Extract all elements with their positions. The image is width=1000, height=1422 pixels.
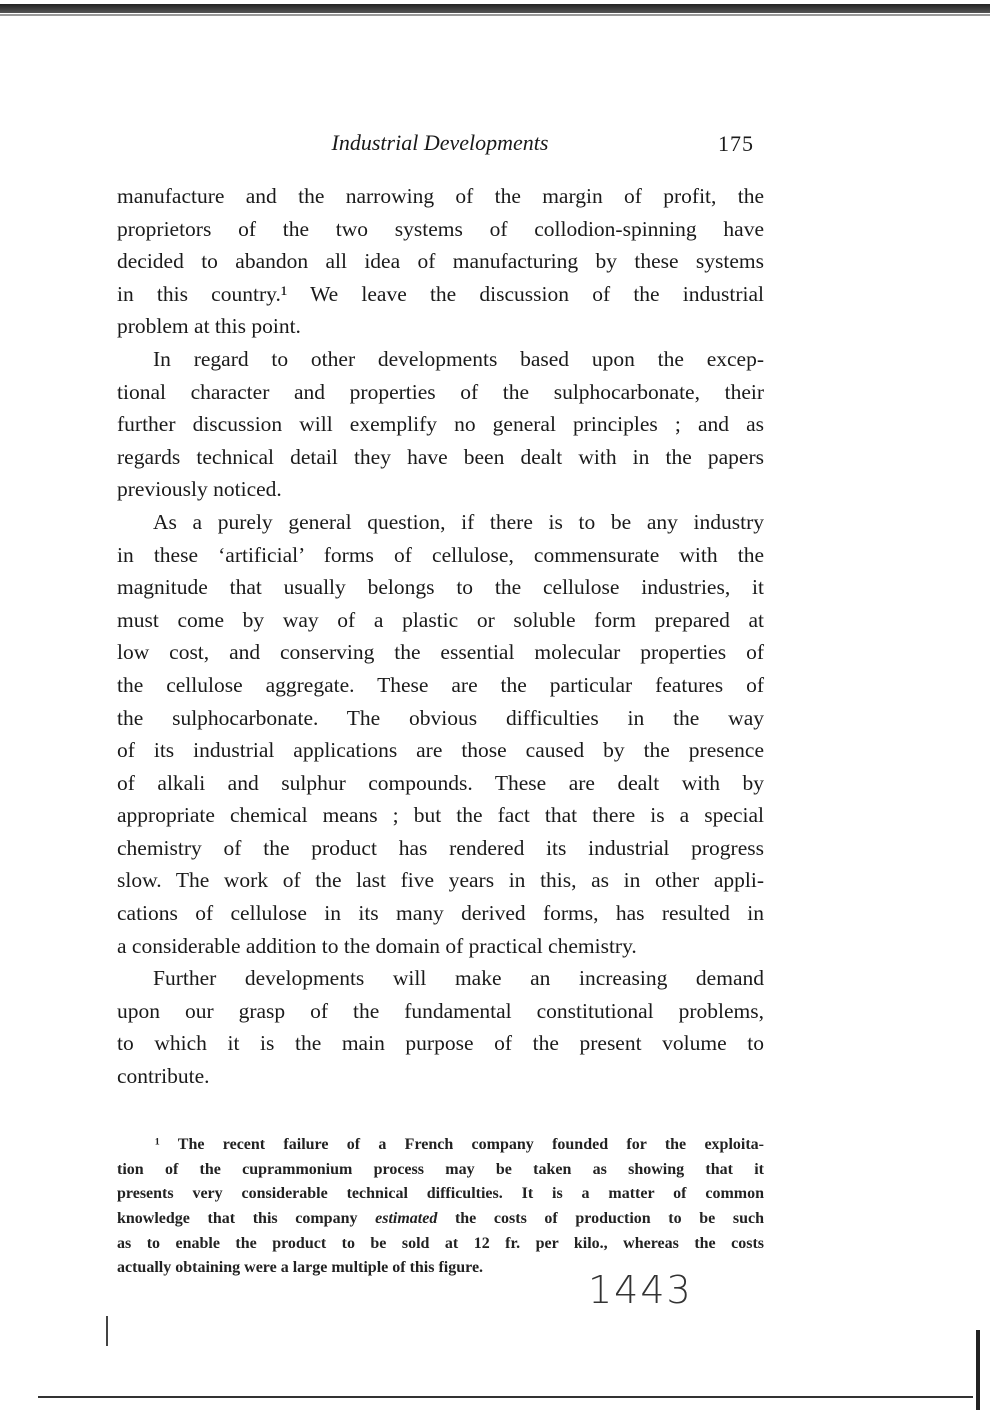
footnote-line: actually obtaining were a large multiple of this figure. xyxy=(117,1259,484,1277)
text-line: previously noticed. xyxy=(117,477,282,502)
text-line: in these ‘artificial’ forms of cellulose, commensurate with the xyxy=(117,542,764,567)
scan-top-border-shadow xyxy=(0,14,990,16)
text-line: contribute. xyxy=(117,1064,210,1089)
text-line: proprietors of the two systems of collodion-spinning have xyxy=(117,216,764,241)
body-text xyxy=(117,180,764,1093)
text-line: slow. The work of the last five years in this, as in other appli- xyxy=(117,868,764,893)
text-line: the cellulose aggregate. These are the particular features of xyxy=(117,672,764,697)
text-line: a considerable addition to the domain of practical chemistry. xyxy=(117,933,637,958)
emphasis: estimated xyxy=(375,1210,438,1228)
text-line: the sulphocarbonate. The obvious difficulties in the way xyxy=(117,705,764,730)
text-line: to which it is the main purpose of the present volume to xyxy=(117,1031,764,1056)
footnote-line: presents very considerable technical difficulties. It is a matter of common xyxy=(117,1185,764,1203)
text-line: As a purely general question, if there is to be any industry xyxy=(153,509,764,534)
scan-edge xyxy=(976,1330,980,1410)
scan-top-border xyxy=(0,4,990,13)
text-line: in this country.¹ We leave the discussion of the industrial xyxy=(117,281,764,306)
text-line: decided to abandon all idea of manufacturing by these systems xyxy=(117,249,764,274)
text-line: regards technical detail they have been dealt with in the papers xyxy=(117,444,764,469)
page-number: 175 xyxy=(718,131,754,156)
footnote-line: ¹ The recent failure of a French company founded for the exploita- xyxy=(155,1136,764,1153)
footnote xyxy=(117,1133,764,1281)
text-line: upon our grasp of the fundamental constitutional problems, xyxy=(117,998,764,1023)
footnote-line: as to enable the product to be sold at 12 fr. per kilo., whereas the costs xyxy=(117,1234,764,1252)
footnote-line: tion of the cuprammonium process may be taken as showing that it xyxy=(117,1160,764,1178)
text-line: manufacture and the narrowing of the margin of profit, the xyxy=(117,184,764,208)
footnote-line: knowledge that this company estimated the costs of production to be such xyxy=(117,1210,765,1228)
text-line: tional character and properties of the sulphocarbonate, their xyxy=(117,379,764,404)
text-line: In regard to other developments based upon the excep- xyxy=(153,346,764,371)
text-line: cations of cellulose in its many derived forms, has resulted in xyxy=(117,901,764,926)
text-line: further discussion will exemplify no general principles ; and as xyxy=(117,412,764,437)
text-line: must come by way of a plastic or soluble form prepared at xyxy=(117,607,764,632)
text-line: of its industrial applications are those caused by the presence xyxy=(117,738,764,763)
scan-bottom-border xyxy=(38,1396,973,1398)
scan-mark xyxy=(106,1316,108,1346)
text-line: of alkali and sulphur compounds. These are dealt with by xyxy=(117,770,764,795)
running-title: Industrial Developments xyxy=(331,130,549,155)
text-line: magnitude that usually belongs to the cellulose industries, it xyxy=(117,575,764,600)
handwritten-number: 1443 xyxy=(588,1268,693,1312)
text-line: problem at this point. xyxy=(117,314,301,339)
text-line: Further developments will make an increasing demand xyxy=(153,966,764,991)
text-line: chemistry of the product has rendered its industrial progress xyxy=(117,835,764,860)
text-line: low cost, and conserving the essential molecular properties of xyxy=(117,640,764,665)
text-line: appropriate chemical means ; but the fact that there is a special xyxy=(117,803,764,828)
